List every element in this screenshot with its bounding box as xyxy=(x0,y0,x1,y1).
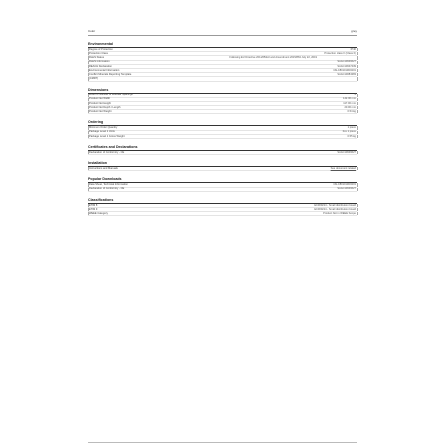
table-row xyxy=(88,151,357,155)
row-key: REACH Declaration xyxy=(89,64,112,68)
document-link[interactable]: See document related xyxy=(330,166,356,170)
section-title: Certificates and Declarations xyxy=(88,145,357,151)
row-key: Minimum Order Quantity xyxy=(89,126,118,130)
sections-container xyxy=(88,42,357,216)
row-value: 4 xyxy=(354,93,356,97)
row-key: Package Level 1 Gross Weight xyxy=(89,134,125,138)
color-label: Color xyxy=(88,29,96,33)
row-key: Protection Class xyxy=(89,51,108,55)
color-value: grey xyxy=(351,29,357,33)
section-installation xyxy=(88,161,357,171)
row-key: ETIM 9 xyxy=(89,207,98,211)
section-title: Popular Downloads xyxy=(88,177,357,183)
section-classifications xyxy=(88,198,357,217)
row-value: SAAC10084383 xyxy=(337,72,356,76)
row-key: Product Net Height xyxy=(89,101,111,105)
row-value: box 1 piece xyxy=(342,130,356,134)
row-value: 1SLC801013D0201 xyxy=(333,68,356,72)
section-title: Ordering xyxy=(88,120,357,126)
section-certificates-and-declarations xyxy=(88,145,357,155)
row-value: 117.00 mm xyxy=(343,101,356,105)
section-title: Dimensions xyxy=(88,88,357,94)
row-value: 0.55 kg xyxy=(347,134,356,138)
row-value: Protection class II (Class II) xyxy=(324,51,356,55)
table-row xyxy=(88,110,357,114)
row-value: 1SLC801013D0201 xyxy=(333,183,356,187)
row-key: Environmental Information xyxy=(89,68,120,72)
row-key: RoHS Status xyxy=(89,56,104,60)
row-value: EC000214 - Small distribution board xyxy=(314,207,356,211)
row-key: RoHS Information xyxy=(89,60,110,64)
row-value: SAAC10647439 xyxy=(337,64,356,68)
table-row xyxy=(88,167,357,171)
row-key: Width in Number of Modular Spacings xyxy=(89,93,133,97)
row-value: SAAC10646627 xyxy=(337,60,356,64)
row-value: 20.00 mm xyxy=(344,105,356,109)
row-value: Product Not in WEEE Scope xyxy=(323,211,356,215)
row-value: Following EU Directive 2011/65/EU and Amendment 2015/863 July 22, 2019 xyxy=(229,56,317,60)
footer-divider xyxy=(88,442,357,443)
table-row xyxy=(88,212,357,216)
row-key: Product Net Width xyxy=(89,97,111,101)
row-key: Declaration of Conformity - CE xyxy=(89,187,125,191)
row-value: SAAC10646627 xyxy=(337,187,356,191)
section-title: Environmental xyxy=(88,42,357,48)
row-key: ETIM 8 xyxy=(89,203,98,207)
table-row xyxy=(88,188,357,192)
row-key: Product Net Weight xyxy=(89,110,112,114)
section-ordering xyxy=(88,120,357,139)
row-key: Data Sheet, Technical Information xyxy=(89,183,128,187)
section-environmental xyxy=(88,42,357,82)
section-popular-downloads xyxy=(88,177,357,191)
row-key: Declaration of Conformity - CE xyxy=(89,150,125,154)
row-value: IP40 xyxy=(350,47,356,51)
section-title: Installation xyxy=(88,161,357,167)
row-key: Product Net Depth / Length xyxy=(89,105,121,109)
row-value: 1 piece xyxy=(347,126,356,130)
row-key: Package Level 1 Units xyxy=(89,130,115,134)
section-dimensions xyxy=(88,88,357,115)
row-key: Degree of Protection xyxy=(89,47,113,51)
table-row xyxy=(88,135,357,139)
section-title: Classifications xyxy=(88,198,357,204)
row-key: WEEE Category xyxy=(89,211,108,215)
row-key: Conflict Minerals Reporting Template xyxy=(89,72,132,76)
table-row xyxy=(88,77,357,81)
row-value: 0.54 kg xyxy=(347,110,356,114)
row-value: SAAC10646627 xyxy=(337,150,356,154)
row-value: EC000214 - Small distribution board xyxy=(314,203,356,207)
color-row xyxy=(88,28,357,36)
row-value: 142.00 mm xyxy=(343,97,356,101)
row-key: (CMRT) xyxy=(89,77,99,81)
row-key: Instructions and Manuals xyxy=(89,166,118,170)
